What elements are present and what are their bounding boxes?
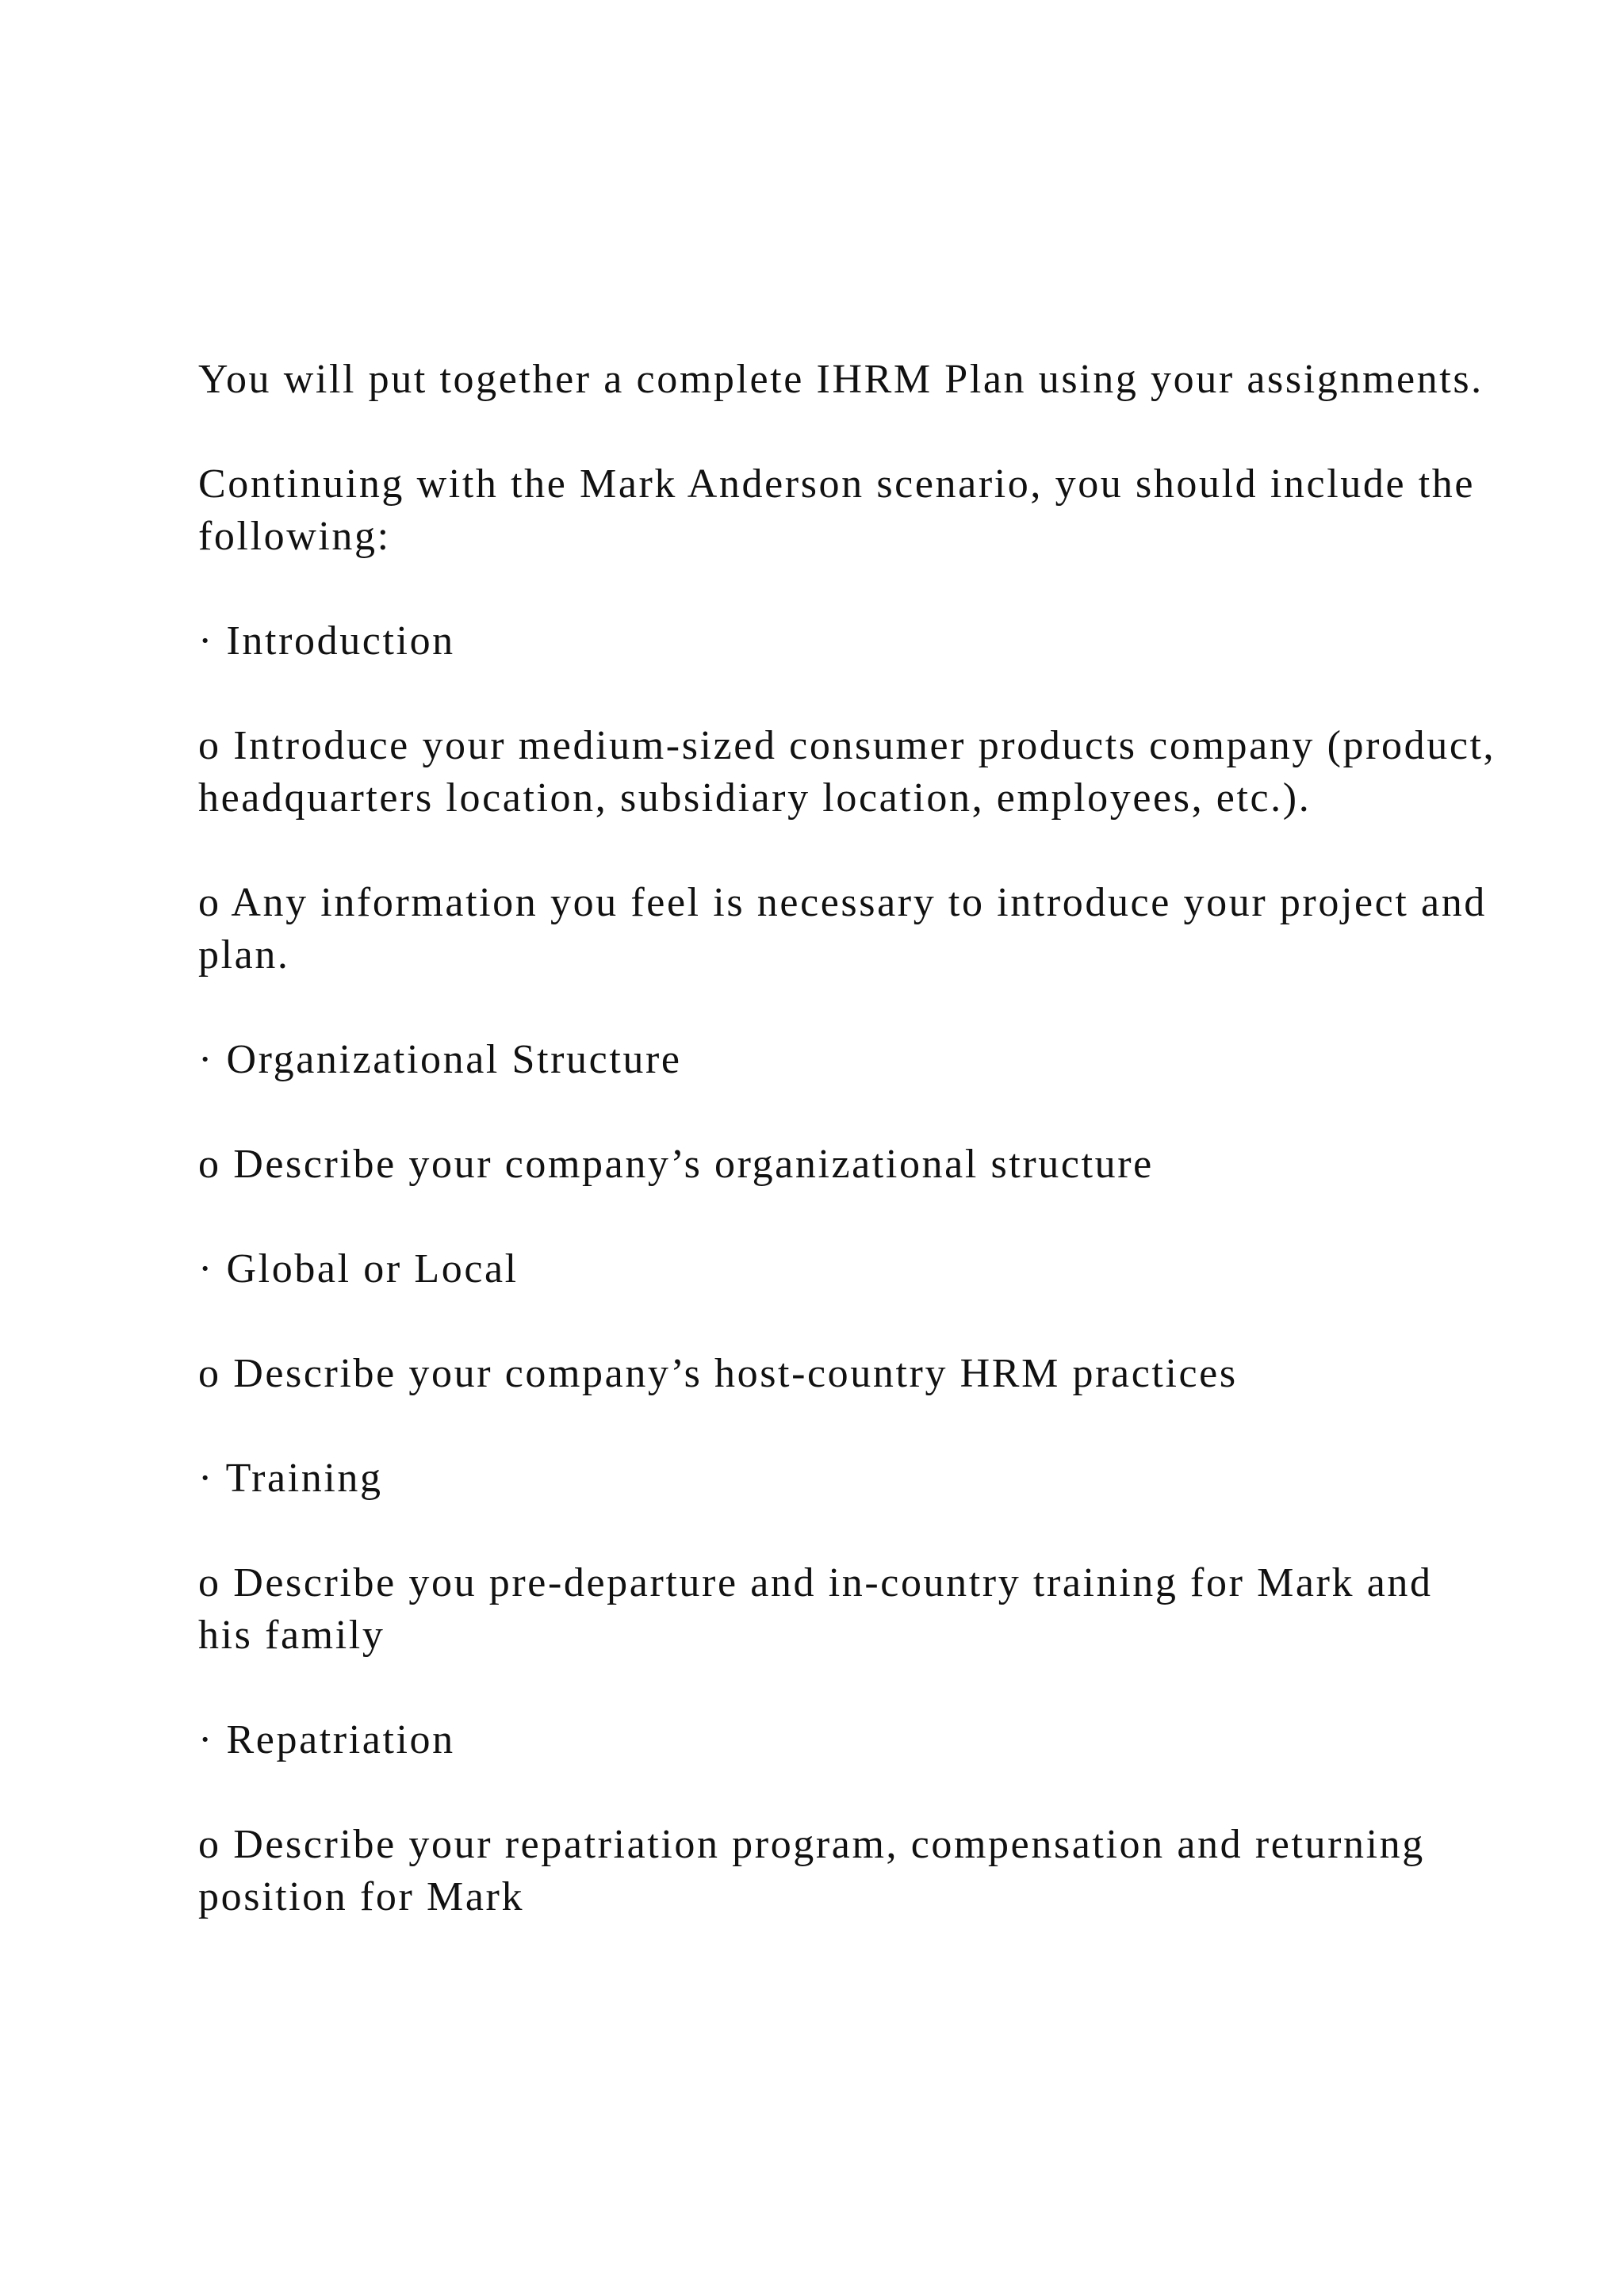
bullet-organizational-structure: · Organizational Structure (198, 1037, 682, 1082)
sub-item-hrm-practices: o Describe your company’s host-country HRM practices (198, 1351, 1238, 1396)
sub-item-training: o Describe you pre-departure and in-country training for Mark and his family (198, 1560, 1433, 1658)
bullet-repatriation: · Repatriation (198, 1717, 455, 1762)
sub-item-company: o Introduce your medium-sized consumer products company (product, headquarters location, subsidiary location, employees, etc.). (198, 723, 1496, 821)
sub-item-structure: o Describe your company’s organizational structure (198, 1142, 1154, 1187)
bullet-introduction: · Introduction (198, 618, 455, 664)
sub-item-information: o Any information you feel is necessary to introduce your project and plan. (198, 880, 1487, 978)
scenario-paragraph: Continuing with the Mark Anderson scenario, you should include the following: (198, 461, 1476, 559)
intro-paragraph: You will put together a complete IHRM Plan using your assignments. (198, 357, 1484, 402)
sub-item-repatriation: o Describe your repatriation program, compensation and returning position for Mark (198, 1822, 1425, 1919)
document-body (198, 354, 1499, 1923)
bullet-global-or-local: · Global or Local (198, 1246, 519, 1292)
bullet-training: · Training (198, 1456, 383, 1501)
